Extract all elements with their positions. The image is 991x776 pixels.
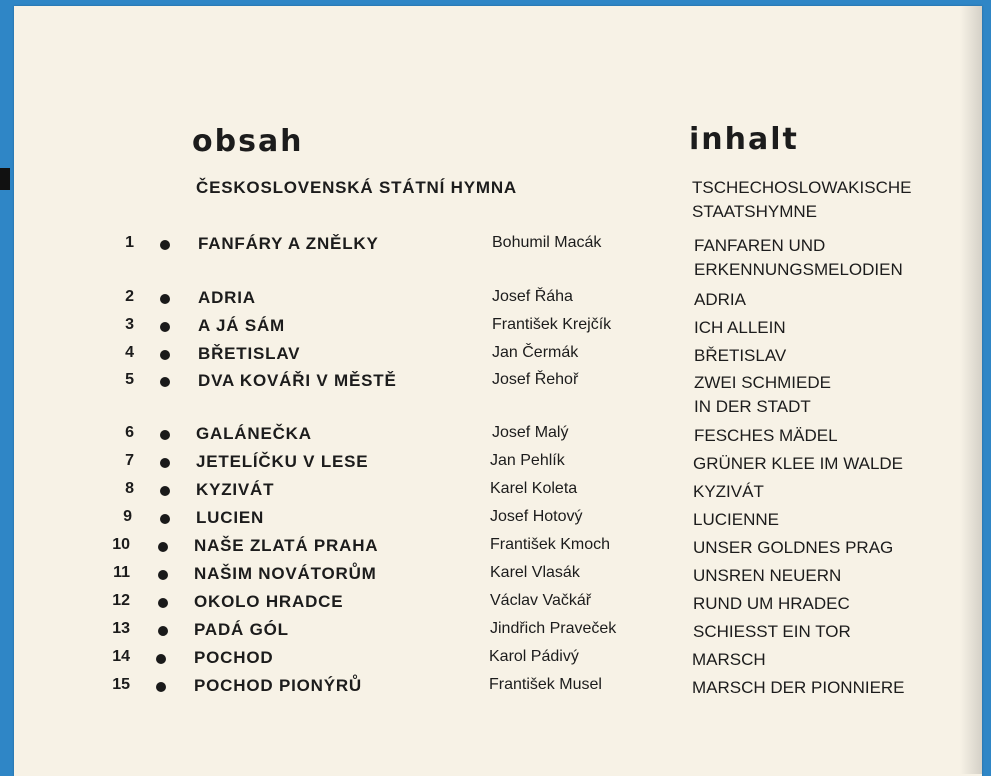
track-title-german <box>694 371 831 419</box>
track-title-czech: NAŠE ZLATÁ PRAHA <box>194 536 379 555</box>
track-row <box>14 234 982 279</box>
contents-page <box>14 6 982 776</box>
track-author: Josef Řehoř <box>492 371 579 388</box>
track-number: 4 <box>125 344 134 361</box>
track-author: Karol Pádivý <box>489 648 579 665</box>
track-row <box>14 344 982 370</box>
track-title-german: RUND UM HRADEC <box>693 594 850 613</box>
track-author: Jan Pehlík <box>490 452 565 469</box>
track-title-czech: KYZIVÁT <box>196 480 275 499</box>
bullet-icon <box>158 626 168 636</box>
track-number: 12 <box>112 592 130 609</box>
track-row <box>14 620 982 646</box>
track-title-german: GRÜNER KLEE IM WALDE <box>693 454 904 473</box>
track-title-czech: PADÁ GÓL <box>194 620 289 639</box>
track-row <box>14 452 982 478</box>
bullet-icon <box>160 486 170 496</box>
track-german-line2: IN DER STADT <box>694 397 811 416</box>
track-author: Karel Koleta <box>490 480 578 497</box>
track-number: 1 <box>125 234 134 251</box>
track-number: 13 <box>112 620 130 637</box>
track-title-german: MARSCH DER PIONNIERE <box>692 678 905 697</box>
track-number: 7 <box>125 452 134 469</box>
track-number: 3 <box>125 316 134 333</box>
track-number: 15 <box>112 676 130 693</box>
track-author: Václav Vačkář <box>490 592 592 609</box>
track-title-czech: A JÁ SÁM <box>198 316 286 335</box>
track-title-german: ADRIA <box>694 290 746 309</box>
bullet-icon <box>158 570 168 580</box>
track-title-german: UNSER GOLDNES PRAG <box>693 538 894 557</box>
track-row <box>14 564 982 590</box>
track-title-german: ICH ALLEIN <box>694 318 786 337</box>
track-title-czech: ADRIA <box>198 288 256 307</box>
track-title-czech: BŘETISLAV <box>198 344 301 363</box>
track-number: 8 <box>125 480 134 497</box>
anthem-german-line2: STAATSHYMNE <box>692 202 817 221</box>
track-author: Jan Čermák <box>492 344 579 361</box>
bullet-icon <box>158 542 168 552</box>
track-number: 14 <box>112 648 130 665</box>
track-row <box>14 316 982 342</box>
bullet-icon <box>160 294 170 304</box>
track-number: 2 <box>125 288 134 305</box>
track-title-german: SCHIESST EIN TOR <box>693 622 851 641</box>
anthem-title-czech: ČESKOSLOVENSKÁ STÁTNÍ HYMNA <box>196 178 518 197</box>
track-title-czech: NAŠIM NOVÁTORŮM <box>194 564 377 583</box>
heading-obsah: obsah <box>192 124 304 159</box>
heading-inhalt: inhalt <box>689 122 799 157</box>
track-row <box>14 536 982 562</box>
track-number: 6 <box>125 424 134 441</box>
track-title-czech: JETELÍČKU V LESE <box>196 452 369 471</box>
track-title-czech: GALÁNEČKA <box>196 424 312 443</box>
track-title-german: KYZIVÁT <box>693 482 764 501</box>
track-row <box>14 648 982 674</box>
track-title-czech: LUCIEN <box>196 508 265 527</box>
track-german-line1: ZWEI SCHMIEDE <box>694 373 831 392</box>
bullet-icon <box>160 350 170 360</box>
track-number: 11 <box>113 564 130 581</box>
track-author: Josef Hotový <box>490 508 583 525</box>
track-title-german: LUCIENNE <box>693 510 779 529</box>
binder-tab-mark <box>0 168 10 190</box>
anthem-title-german <box>692 176 911 224</box>
track-number: 9 <box>123 508 132 525</box>
track-title-czech: OKOLO HRADCE <box>194 592 344 611</box>
bullet-icon <box>160 430 170 440</box>
track-number: 10 <box>112 536 130 553</box>
track-author: František Krejčík <box>492 316 612 333</box>
track-title-czech: POCHOD PIONÝRŮ <box>194 676 362 695</box>
track-author: Karel Vlasák <box>490 564 580 581</box>
track-title-german: FESCHES MÄDEL <box>694 426 838 445</box>
track-title-czech: DVA KOVÁŘI V MĚSTĚ <box>198 371 397 390</box>
track-title-czech: POCHOD <box>194 648 274 667</box>
track-author: Josef Malý <box>492 424 569 441</box>
anthem-german-line1: TSCHECHOSLOWAKISCHE <box>692 178 912 197</box>
track-author: František Kmoch <box>490 536 611 553</box>
track-german-line1: FANFAREN UND <box>694 236 826 255</box>
track-author: Jindřich Praveček <box>490 620 617 637</box>
bullet-icon <box>158 598 168 608</box>
track-title-german <box>694 234 903 282</box>
bullet-icon <box>160 322 170 332</box>
track-title-german: BŘETISLAV <box>694 346 787 365</box>
track-row <box>14 424 982 450</box>
track-german-line2: ERKENNUNGSMELODIEN <box>694 260 903 279</box>
track-row <box>14 480 982 506</box>
bullet-icon <box>156 654 166 664</box>
track-author: Bohumil Macák <box>492 234 602 251</box>
track-title-czech: FANFÁRY A ZNĚLKY <box>198 234 379 253</box>
track-row <box>14 592 982 618</box>
track-row <box>14 508 982 534</box>
track-title-german: UNSREN NEUERN <box>693 566 842 585</box>
track-title-german: MARSCH <box>692 650 766 669</box>
track-row <box>14 371 982 416</box>
bullet-icon <box>160 240 170 250</box>
track-row <box>14 676 982 702</box>
track-row <box>14 288 982 314</box>
track-author: František Musel <box>489 676 602 693</box>
track-author: Josef Řáha <box>492 288 573 305</box>
track-number: 5 <box>125 371 134 388</box>
bullet-icon <box>160 377 170 387</box>
bullet-icon <box>160 458 170 468</box>
bullet-icon <box>160 514 170 524</box>
bullet-icon <box>156 682 166 692</box>
